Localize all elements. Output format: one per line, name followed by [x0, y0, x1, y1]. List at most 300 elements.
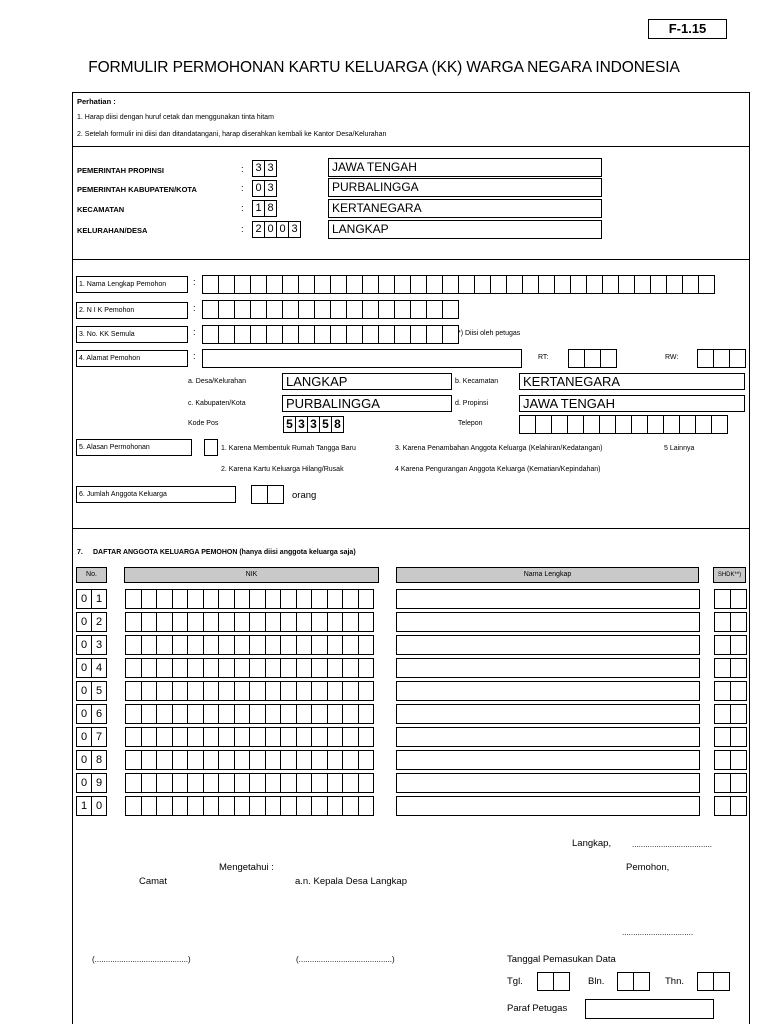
member-name-input[interactable]: [396, 658, 700, 678]
entry-cell[interactable]: [358, 727, 375, 747]
member-name-input[interactable]: [396, 635, 700, 655]
nik-pemohon-cells[interactable]: [202, 300, 459, 319]
member-shdk-cells[interactable]: [714, 589, 747, 609]
entry-cell[interactable]: [442, 300, 459, 319]
entry-cell[interactable]: [125, 773, 142, 793]
entry-cell[interactable]: [599, 415, 616, 434]
entry-cell[interactable]: [218, 750, 235, 770]
entry-cell[interactable]: [234, 704, 251, 724]
entry-cell[interactable]: [203, 612, 220, 632]
entry-cell[interactable]: [141, 612, 158, 632]
member-name-input[interactable]: [396, 750, 700, 770]
entry-cell[interactable]: [327, 658, 344, 678]
entry-cell[interactable]: [342, 750, 359, 770]
entry-cell[interactable]: [249, 796, 266, 816]
entry-cell[interactable]: [187, 704, 204, 724]
entry-cell[interactable]: [714, 681, 731, 701]
entry-cell[interactable]: [342, 635, 359, 655]
entry-cell[interactable]: [663, 415, 680, 434]
entry-cell[interactable]: [600, 349, 617, 368]
entry-cell[interactable]: [362, 325, 379, 344]
entry-cell[interactable]: [730, 589, 747, 609]
entry-cell[interactable]: [234, 727, 251, 747]
entry-cell[interactable]: [358, 704, 375, 724]
entry-cell[interactable]: [618, 275, 635, 294]
entry-cell[interactable]: [218, 300, 235, 319]
entry-cell[interactable]: [394, 275, 411, 294]
entry-cell[interactable]: [234, 750, 251, 770]
entry-cell[interactable]: [172, 704, 189, 724]
entry-cell[interactable]: [141, 727, 158, 747]
member-nik-cells[interactable]: [125, 589, 374, 609]
entry-cell[interactable]: [298, 300, 315, 319]
entry-cell[interactable]: [714, 704, 731, 724]
entry-cell[interactable]: [311, 612, 328, 632]
entry-cell[interactable]: [634, 275, 651, 294]
entry-cell[interactable]: [311, 589, 328, 609]
member-shdk-cells[interactable]: [714, 658, 747, 678]
entry-cell[interactable]: [346, 300, 363, 319]
entry-cell[interactable]: [280, 658, 297, 678]
entry-cell[interactable]: [156, 727, 173, 747]
entry-cell[interactable]: [202, 300, 219, 319]
entry-cell[interactable]: [327, 750, 344, 770]
entry-cell[interactable]: [218, 658, 235, 678]
member-nik-cells[interactable]: [125, 681, 374, 701]
entry-cell[interactable]: [394, 325, 411, 344]
entry-cell[interactable]: [218, 727, 235, 747]
entry-cell[interactable]: [730, 658, 747, 678]
entry-cell[interactable]: [631, 415, 648, 434]
nama-pemohon-cells[interactable]: [202, 275, 715, 294]
entry-cell[interactable]: [266, 300, 283, 319]
entry-cell[interactable]: [342, 704, 359, 724]
member-name-input[interactable]: [396, 612, 700, 632]
entry-cell[interactable]: [358, 681, 375, 701]
entry-cell[interactable]: [141, 773, 158, 793]
member-name-input[interactable]: [396, 796, 700, 816]
entry-cell[interactable]: [282, 300, 299, 319]
entry-cell[interactable]: [362, 275, 379, 294]
entry-cell[interactable]: [172, 727, 189, 747]
entry-cell[interactable]: [342, 773, 359, 793]
entry-cell[interactable]: [203, 658, 220, 678]
entry-cell[interactable]: [730, 612, 747, 632]
kabupaten-value[interactable]: PURBALINGGA: [282, 395, 452, 412]
entry-cell[interactable]: [298, 325, 315, 344]
entry-cell[interactable]: [125, 612, 142, 632]
entry-cell[interactable]: [265, 589, 282, 609]
date-blank[interactable]: ....................................: [632, 840, 713, 849]
entry-cell[interactable]: [311, 658, 328, 678]
entry-cell[interactable]: [358, 773, 375, 793]
rt-cells[interactable]: [568, 349, 617, 368]
entry-cell[interactable]: [538, 275, 555, 294]
entry-cell[interactable]: [296, 681, 313, 701]
entry-cell[interactable]: [554, 275, 571, 294]
entry-cell[interactable]: [250, 275, 267, 294]
entry-cell[interactable]: [296, 796, 313, 816]
entry-cell[interactable]: [714, 727, 731, 747]
entry-cell[interactable]: [249, 773, 266, 793]
entry-cell[interactable]: [141, 635, 158, 655]
entry-cell[interactable]: [156, 773, 173, 793]
entry-cell[interactable]: [266, 275, 283, 294]
entry-cell[interactable]: [327, 681, 344, 701]
entry-cell[interactable]: [251, 485, 268, 504]
entry-cell[interactable]: [650, 275, 667, 294]
paraf-box[interactable]: [585, 999, 714, 1019]
entry-cell[interactable]: [342, 796, 359, 816]
entry-cell[interactable]: [187, 796, 204, 816]
entry-cell[interactable]: [218, 796, 235, 816]
entry-cell[interactable]: [410, 300, 427, 319]
entry-cell[interactable]: [537, 972, 554, 991]
entry-cell[interactable]: [551, 415, 568, 434]
entry-cell[interactable]: [535, 415, 552, 434]
entry-cell[interactable]: [296, 750, 313, 770]
entry-cell[interactable]: [570, 275, 587, 294]
propinsi-value[interactable]: JAWA TENGAH: [519, 395, 745, 412]
member-nik-cells[interactable]: [125, 727, 374, 747]
entry-cell[interactable]: [311, 773, 328, 793]
member-nik-cells[interactable]: [125, 773, 374, 793]
entry-cell[interactable]: [327, 635, 344, 655]
entry-cell[interactable]: [218, 635, 235, 655]
entry-cell[interactable]: [730, 796, 747, 816]
jumlah-cells[interactable]: [251, 485, 284, 504]
entry-cell[interactable]: [172, 658, 189, 678]
member-shdk-cells[interactable]: [714, 796, 747, 816]
region-name[interactable]: JAWA TENGAH: [328, 158, 602, 177]
entry-cell[interactable]: [141, 589, 158, 609]
entry-cell[interactable]: [506, 275, 523, 294]
entry-cell[interactable]: [695, 415, 712, 434]
entry-cell[interactable]: [346, 275, 363, 294]
telepon-cells[interactable]: [519, 415, 728, 434]
entry-cell[interactable]: [426, 275, 443, 294]
entry-cell[interactable]: [266, 325, 283, 344]
entry-cell[interactable]: [458, 275, 475, 294]
member-shdk-cells[interactable]: [714, 612, 747, 632]
entry-cell[interactable]: [282, 275, 299, 294]
member-nik-cells[interactable]: [125, 612, 374, 632]
entry-cell[interactable]: [714, 750, 731, 770]
region-name[interactable]: PURBALINGGA: [328, 178, 602, 197]
entry-cell[interactable]: [265, 750, 282, 770]
entry-cell[interactable]: [172, 589, 189, 609]
entry-cell[interactable]: [714, 635, 731, 655]
entry-cell[interactable]: [362, 300, 379, 319]
entry-cell[interactable]: [327, 796, 344, 816]
entry-cell[interactable]: [218, 773, 235, 793]
member-nik-cells[interactable]: [125, 658, 374, 678]
entry-cell[interactable]: [234, 773, 251, 793]
entry-cell[interactable]: [296, 612, 313, 632]
pemohon-signature-blank[interactable]: ................................: [622, 928, 694, 937]
member-shdk-cells[interactable]: [714, 681, 747, 701]
member-name-input[interactable]: [396, 727, 700, 747]
kodepos-digits[interactable]: [283, 416, 344, 433]
entry-cell[interactable]: [203, 796, 220, 816]
entry-cell[interactable]: [218, 589, 235, 609]
entry-cell[interactable]: [426, 325, 443, 344]
entry-cell[interactable]: [378, 325, 395, 344]
entry-cell[interactable]: [203, 589, 220, 609]
member-shdk-cells[interactable]: [714, 773, 747, 793]
entry-cell[interactable]: [172, 750, 189, 770]
entry-cell[interactable]: [187, 589, 204, 609]
entry-cell[interactable]: [314, 300, 331, 319]
entry-cell[interactable]: [311, 704, 328, 724]
entry-cell[interactable]: [218, 704, 235, 724]
entry-cell[interactable]: [311, 635, 328, 655]
entry-cell[interactable]: [172, 773, 189, 793]
entry-cell[interactable]: [203, 704, 220, 724]
entry-cell[interactable]: [714, 796, 731, 816]
entry-cell[interactable]: [265, 796, 282, 816]
member-shdk-cells[interactable]: [714, 704, 747, 724]
entry-cell[interactable]: [713, 349, 730, 368]
entry-cell[interactable]: [568, 349, 585, 368]
entry-cell[interactable]: [311, 796, 328, 816]
entry-cell[interactable]: [296, 589, 313, 609]
entry-cell[interactable]: [218, 325, 235, 344]
rw-cells[interactable]: [697, 349, 746, 368]
entry-cell[interactable]: [141, 681, 158, 701]
entry-cell[interactable]: [234, 796, 251, 816]
entry-cell[interactable]: [358, 658, 375, 678]
entry-cell[interactable]: [378, 275, 395, 294]
entry-cell[interactable]: [249, 750, 266, 770]
entry-cell[interactable]: [327, 589, 344, 609]
entry-cell[interactable]: [730, 750, 747, 770]
entry-cell[interactable]: [410, 325, 427, 344]
entry-cell[interactable]: [249, 727, 266, 747]
entry-cell[interactable]: [327, 704, 344, 724]
entry-cell[interactable]: [280, 612, 297, 632]
entry-cell[interactable]: [156, 658, 173, 678]
entry-cell[interactable]: [730, 681, 747, 701]
entry-cell[interactable]: [234, 658, 251, 678]
entry-cell[interactable]: [697, 972, 714, 991]
entry-cell[interactable]: [296, 773, 313, 793]
entry-cell[interactable]: [125, 727, 142, 747]
member-nik-cells[interactable]: [125, 796, 374, 816]
entry-cell[interactable]: [249, 589, 266, 609]
entry-cell[interactable]: [156, 704, 173, 724]
entry-cell[interactable]: [218, 275, 235, 294]
entry-cell[interactable]: [358, 796, 375, 816]
entry-cell[interactable]: [203, 727, 220, 747]
entry-cell[interactable]: [203, 635, 220, 655]
entry-cell[interactable]: [234, 612, 251, 632]
entry-cell[interactable]: [249, 612, 266, 632]
entry-cell[interactable]: [519, 415, 536, 434]
entry-cell[interactable]: [125, 796, 142, 816]
entry-cell[interactable]: [172, 681, 189, 701]
entry-cell[interactable]: [280, 589, 297, 609]
entry-cell[interactable]: [249, 704, 266, 724]
entry-cell[interactable]: [311, 750, 328, 770]
entry-cell[interactable]: [125, 635, 142, 655]
entry-cell[interactable]: [249, 681, 266, 701]
entry-cell[interactable]: [280, 773, 297, 793]
entry-cell[interactable]: [729, 349, 746, 368]
member-name-input[interactable]: [396, 704, 700, 724]
entry-cell[interactable]: [730, 727, 747, 747]
entry-cell[interactable]: [342, 658, 359, 678]
entry-cell[interactable]: [187, 750, 204, 770]
entry-cell[interactable]: [280, 635, 297, 655]
entry-cell[interactable]: [267, 485, 284, 504]
entry-cell[interactable]: [314, 325, 331, 344]
entry-cell[interactable]: [265, 658, 282, 678]
entry-cell[interactable]: [265, 773, 282, 793]
entry-cell[interactable]: [265, 635, 282, 655]
tgl-cells[interactable]: [537, 972, 570, 991]
entry-cell[interactable]: [330, 275, 347, 294]
member-shdk-cells[interactable]: [714, 750, 747, 770]
entry-cell[interactable]: [633, 972, 650, 991]
entry-cell[interactable]: [296, 727, 313, 747]
entry-cell[interactable]: [330, 325, 347, 344]
entry-cell[interactable]: [296, 635, 313, 655]
entry-cell[interactable]: [698, 275, 715, 294]
entry-cell[interactable]: [203, 681, 220, 701]
member-shdk-cells[interactable]: [714, 727, 747, 747]
entry-cell[interactable]: [187, 635, 204, 655]
entry-cell[interactable]: [342, 681, 359, 701]
entry-cell[interactable]: [682, 275, 699, 294]
entry-cell[interactable]: [280, 704, 297, 724]
thn-cells[interactable]: [697, 972, 730, 991]
entry-cell[interactable]: [327, 773, 344, 793]
entry-cell[interactable]: [156, 796, 173, 816]
entry-cell[interactable]: [342, 589, 359, 609]
entry-cell[interactable]: [490, 275, 507, 294]
entry-cell[interactable]: [647, 415, 664, 434]
entry-cell[interactable]: [265, 612, 282, 632]
entry-cell[interactable]: [125, 704, 142, 724]
kades-signature-blank[interactable]: (..........................................): [296, 955, 395, 964]
member-name-input[interactable]: [396, 681, 700, 701]
entry-cell[interactable]: [330, 300, 347, 319]
entry-cell[interactable]: [125, 681, 142, 701]
entry-cell[interactable]: [265, 681, 282, 701]
entry-cell[interactable]: [474, 275, 491, 294]
entry-cell[interactable]: [553, 972, 570, 991]
entry-cell[interactable]: [280, 796, 297, 816]
entry-cell[interactable]: [342, 612, 359, 632]
entry-cell[interactable]: [250, 300, 267, 319]
entry-cell[interactable]: [358, 612, 375, 632]
entry-cell[interactable]: [327, 612, 344, 632]
entry-cell[interactable]: [358, 635, 375, 655]
entry-cell[interactable]: [296, 658, 313, 678]
entry-cell[interactable]: [358, 589, 375, 609]
entry-cell[interactable]: [280, 750, 297, 770]
member-name-input[interactable]: [396, 589, 700, 609]
entry-cell[interactable]: [730, 773, 747, 793]
entry-cell[interactable]: [730, 635, 747, 655]
entry-cell[interactable]: [265, 704, 282, 724]
entry-cell[interactable]: [156, 681, 173, 701]
entry-cell[interactable]: [265, 727, 282, 747]
entry-cell[interactable]: [172, 612, 189, 632]
entry-cell[interactable]: [567, 415, 584, 434]
alasan-checkbox[interactable]: [204, 439, 218, 456]
entry-cell[interactable]: [714, 658, 731, 678]
entry-cell[interactable]: [342, 727, 359, 747]
entry-cell[interactable]: [280, 727, 297, 747]
entry-cell[interactable]: [314, 275, 331, 294]
entry-cell[interactable]: [679, 415, 696, 434]
entry-cell[interactable]: [187, 612, 204, 632]
entry-cell[interactable]: [327, 727, 344, 747]
entry-cell[interactable]: [202, 275, 219, 294]
member-nik-cells[interactable]: [125, 704, 374, 724]
entry-cell[interactable]: [615, 415, 632, 434]
entry-cell[interactable]: [141, 796, 158, 816]
entry-cell[interactable]: [711, 415, 728, 434]
entry-cell[interactable]: [172, 635, 189, 655]
camat-signature-blank[interactable]: (..........................................): [92, 955, 191, 964]
entry-cell[interactable]: [156, 612, 173, 632]
entry-cell[interactable]: [280, 681, 297, 701]
entry-cell[interactable]: [358, 750, 375, 770]
entry-cell[interactable]: [666, 275, 683, 294]
entry-cell[interactable]: [156, 750, 173, 770]
entry-cell[interactable]: [187, 773, 204, 793]
entry-cell[interactable]: [218, 681, 235, 701]
entry-cell[interactable]: [730, 704, 747, 724]
entry-cell[interactable]: [234, 300, 251, 319]
entry-cell[interactable]: [522, 275, 539, 294]
entry-cell[interactable]: [234, 589, 251, 609]
entry-cell[interactable]: [156, 635, 173, 655]
entry-cell[interactable]: [442, 275, 459, 294]
entry-cell[interactable]: [584, 349, 601, 368]
entry-cell[interactable]: [617, 972, 634, 991]
member-nik-cells[interactable]: [125, 635, 374, 655]
entry-cell[interactable]: [311, 681, 328, 701]
entry-cell[interactable]: [426, 300, 443, 319]
entry-cell[interactable]: [125, 750, 142, 770]
entry-cell[interactable]: [296, 704, 313, 724]
entry-cell[interactable]: [234, 325, 251, 344]
region-name[interactable]: LANGKAP: [328, 220, 602, 239]
entry-cell[interactable]: [187, 727, 204, 747]
entry-cell[interactable]: [394, 300, 411, 319]
entry-cell[interactable]: [249, 635, 266, 655]
entry-cell[interactable]: [346, 325, 363, 344]
entry-cell[interactable]: [187, 681, 204, 701]
kk-semula-cells[interactable]: [202, 325, 459, 344]
entry-cell[interactable]: [234, 275, 251, 294]
entry-cell[interactable]: [141, 704, 158, 724]
entry-cell[interactable]: [250, 325, 267, 344]
entry-cell[interactable]: [141, 750, 158, 770]
entry-cell[interactable]: [583, 415, 600, 434]
entry-cell[interactable]: [410, 275, 427, 294]
entry-cell[interactable]: [172, 796, 189, 816]
entry-cell[interactable]: [203, 750, 220, 770]
entry-cell[interactable]: [187, 658, 204, 678]
entry-cell[interactable]: [697, 349, 714, 368]
member-name-input[interactable]: [396, 773, 700, 793]
member-nik-cells[interactable]: [125, 750, 374, 770]
